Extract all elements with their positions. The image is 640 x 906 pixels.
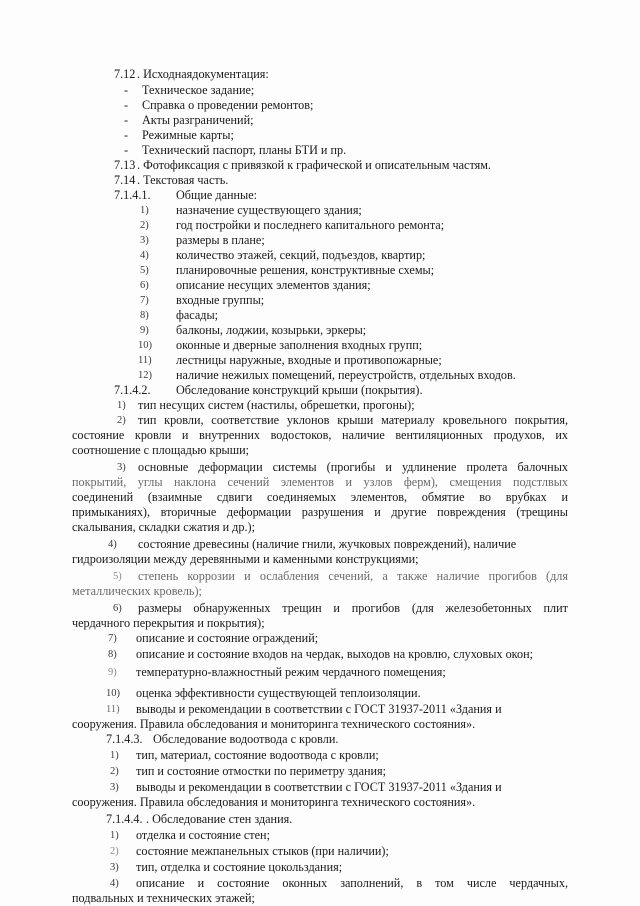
list-number: 11) [106,704,120,715]
list-item: выводы и рекомендации в соответствии с ГОСТ 31937-2011 «Здания и [136,702,502,716]
bullet-marker: - [124,113,129,127]
list-item: Техническое задание; [142,83,255,97]
list-item-continuation: скалывания, складки сжатия и др.); [72,520,255,534]
list-number: 12) [138,370,152,381]
section-number: 7.1.4.1. [114,188,151,202]
list-item: состояние древесины (наличие гнили, жучковых повреждений), наличие [138,537,517,551]
list-number: 2) [110,846,119,857]
section-heading: . Текстовая часть. [137,173,229,187]
list-number: 3) [117,462,126,473]
list-item: балконы, лоджии, козырьки, эркеры; [176,323,367,337]
list-item: тип несущих систем (настилы, обрешетки, прогоны); [138,398,415,412]
list-number: 2) [117,415,126,426]
list-number: 4) [108,539,117,550]
list-item: степень коррозии и ослабления сечений, а также наличие прогибов (для [138,569,568,583]
section-heading: . Обследование стен здания. [146,812,293,826]
list-item: Акты разграничений; [142,113,254,127]
list-number: 5) [113,571,122,582]
list-item: основные деформации системы (прогибы и удлинение пролета балочных [138,460,568,474]
list-number: 3) [140,235,149,246]
list-item-continuation: металлических кровель); [72,584,202,598]
list-number: 4) [110,878,119,889]
list-item-continuation: чердачного перекрытия и покрытия); [72,616,265,630]
list-item: тип, отделка и состояние цокольздания; [136,860,343,874]
section-heading: . Исходнаядокументация: [137,67,269,81]
list-number: 11) [138,355,152,366]
list-number: 5) [140,265,149,276]
list-item: тип, материал, состояние водоотвода с кровли; [136,748,379,762]
bullet-marker: - [124,83,129,97]
list-item-continuation: сооружения. Правила обследования и мониторинга технического состояния». [72,717,476,731]
list-item: описание и состояние ограждений; [136,631,319,645]
list-number: 2) [110,766,119,777]
list-item: выводы и рекомендации в соответствии с ГОСТ 31937-2011 «Здания и [136,780,502,794]
list-number: 8) [108,649,117,660]
list-number: 6) [113,603,122,614]
section-number: 7.1.4.3. [106,732,143,746]
list-number: 6) [140,280,149,291]
list-item: описание и состояние оконных заполнений, в том числе чердачных, [136,876,568,890]
list-item-continuation: гидроизоляции между деревянными и каменными конструкциями; [72,552,419,566]
list-item: год постройки и последнего капитального ремонта; [176,218,445,232]
bullet-marker: - [124,128,129,142]
list-item: фасады; [176,308,219,322]
list-item: отделка и состояние стен; [136,828,270,842]
list-number: 8) [140,310,149,321]
list-item: Режимные карты; [142,128,234,142]
list-number: 3) [110,782,119,793]
list-item-continuation: покрытий, углы наклона сечений элементов и узлов ферм), смещения подстлвых [72,475,568,489]
list-item: температурно-влажностный режим чердачного помещения; [136,665,446,679]
list-item: оконные и дверные заполнения входных групп; [176,338,423,352]
list-item: тип и состояние отмостки по периметру здания; [136,764,387,778]
list-item-continuation: соединений (взаимные сдвиги соединяемых элементов, обмятие во врубках и [72,490,568,504]
list-number: 9) [140,325,149,336]
list-number: 2) [140,220,149,231]
list-item-continuation: соотношение с площадью крыши; [72,443,250,457]
list-item: планировочные решения, конструктивные схемы; [176,263,435,277]
list-number: 7) [108,633,117,644]
section-heading: . Фотофиксация с привязкой к графической и описательным частям. [137,158,491,172]
bullet-marker: - [124,143,129,157]
list-item-continuation: сооружения. Правила обследования и мониторинга технического состояния». [72,795,476,809]
list-item-continuation: состояние кровли и внутренних водостоков, наличие вентиляционных продухов, их [72,428,568,442]
section-number: 7.1.4.4. [106,812,143,826]
list-item-continuation: подвальных и технических этажей; [72,891,255,905]
list-item: состояние межпанельных стыков (при наличии); [136,844,389,858]
list-item: Справка о проведении ремонтов; [142,98,314,112]
list-item: описание и состояние входов на чердак, выходов на кровлю, слуховых окон; [136,647,533,661]
list-number: 10) [138,340,152,351]
list-item-continuation: примыканиях), вторичные деформации разрушения и другие повреждения (трещины [72,505,568,519]
section-number: 7.1.4.2. [114,383,151,397]
list-item: назначение существующего здания; [176,203,362,217]
list-number: 1) [110,830,119,841]
list-item: наличие нежилых помещений, переустройств, отдельных входов. [176,368,516,382]
list-number: 1) [110,750,119,761]
list-item: тип кровли, соответствие уклонов крыши материалу кровельного покрытия, [138,413,568,427]
list-item: размеры обнаруженных трещин и прогибов (для железобетонных плит [138,601,568,615]
list-number: 1) [117,400,126,411]
section-heading: Общие данные: [176,188,258,202]
list-number: 7) [140,295,149,306]
list-item: описание несущих элементов здания; [176,278,371,292]
list-number: 4) [140,250,149,261]
list-number: 9) [108,667,117,678]
section-number: 7.14 [114,173,136,187]
list-number: 3) [110,862,119,873]
list-number: 1) [140,205,149,216]
list-item: лестницы наружные, входные и противопожарные; [176,353,442,367]
section-number: 7.13 [114,158,136,172]
list-item: количество этажей, секций, подъездов, квартир; [176,248,426,262]
list-item: оценка эффективности существующей теплоизоляции. [136,686,421,700]
list-number: 10) [106,688,120,699]
list-item: Технический паспорт, планы БТИ и пр. [142,143,347,157]
section-number: 7.12 [114,67,136,81]
section-heading: Обследование водоотвода с кровли. [153,732,339,746]
bullet-marker: - [124,98,129,112]
section-heading: Обследование конструкций крыши (покрытия). [176,383,423,397]
list-item: входные группы; [176,293,265,307]
list-item: размеры в плане; [176,233,265,247]
